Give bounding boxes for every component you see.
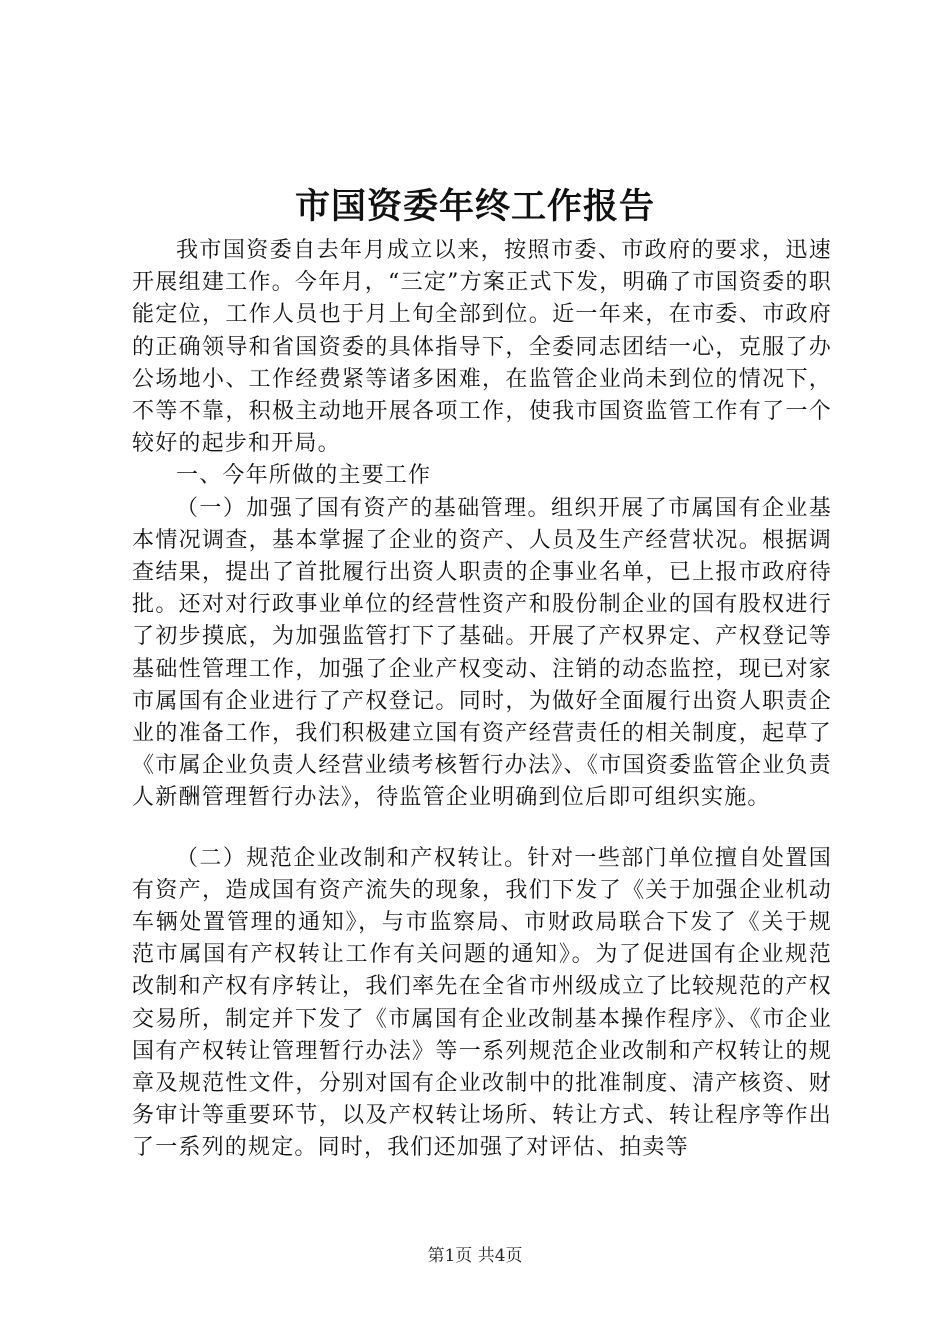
section-paragraph-1: （一）加强了国有资产的基础管理。组织开展了市属国有企业基本情况调查，基本掌握了企业的资产、人员及生产经营状况。根据调查结果，提出了首批履行出资人职责的企事业名单，已上报市政府待批。还对对行政事业单位的经营性资产和股份制企业的国有股权进行了初步摸底，为加强监管打下了基础。开展了产权界定、产权登记等基础性管理工作，加强了企业产权变动、注销的动态监控，现已对家市属国有企业进行了产权登记。同时，为做好全面履行出资人职责企业的准备工作，我们积极建立国有资产经营责任的相关制度，起草了《市属企业负责人经营业绩考核暂行办法》、《市国资委监管企业负责人新酬管理暂行办法》，待监管企业明确到位后即可组织实施。	[132, 495, 832, 811]
document-title: 市国资委年终工作报告	[294, 186, 655, 227]
intro-paragraph: 我市国资委自去年月成立以来，按照市委、市政府的要求，迅速开展组建工作。今年月，“三定”方案正式下发，明确了市国资委的职能定位，工作人员也于月上旬全部到位。近一年来，在市委、市政府的正确领导和省国资委的具体指导下，全委同志团结一心，克服了办公场地小、工作经费紧等诸多困难，在监管企业尚未到位的情况下，不等不靠，积极主动地开展各项工作，使我市国资监管工作有了一个较好的起步和开局。	[132, 238, 832, 457]
section-heading: 一、今年所做的主要工作	[176, 463, 432, 489]
document-body	[132, 235, 832, 1165]
paragraph-spacer	[132, 815, 832, 843]
section-paragraph-2: （二）规范企业改制和产权转让。针对一些部门单位擅自处置国有资产，造成国有资产流失的现象，我们下发了《关于加强企业机动车辆处置管理的通知》，与市监察局、市财政局联合下发了《关于规范市属国有产权转让工作有关问题的通知》。为了促进国有企业规范改制和产权有序转让，我们率先在全省市州级成立了比较规范的产权交易所，制定并下发了《市属国有企业改制基本操作程序》、《市企业国有产权转让管理暂行办法》等一系列规范企业改制和产权转让的规章及规范性文件，分别对国有企业改制中的批准制度、清产核资、财务审计等重要环节，以及产权转让场所、转让方式、转让程序等作出了一系列的规定。同时，我们还加强了对评估、拍卖等	[132, 845, 832, 1161]
page-number: 第1页 共4页	[427, 1246, 523, 1266]
